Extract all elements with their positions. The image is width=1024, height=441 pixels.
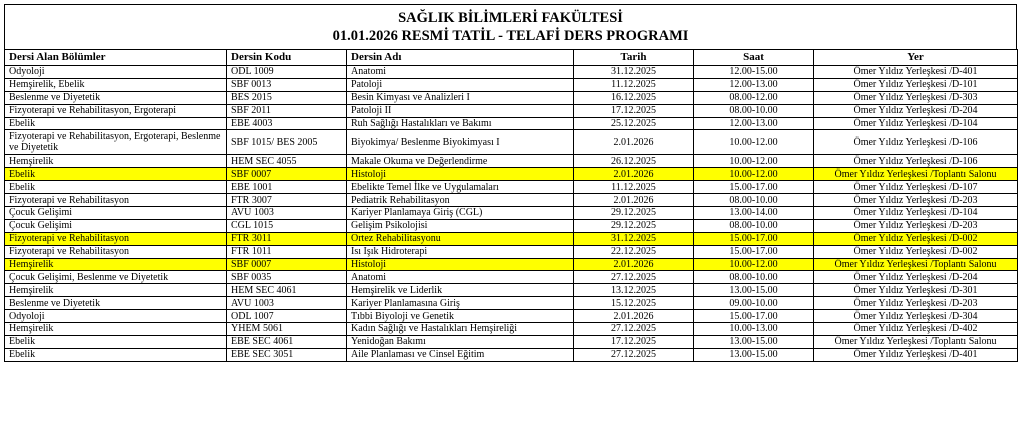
- date-cell: 2.01.2026: [574, 310, 694, 323]
- place-cell: Ömer Yıldız Yerleşkesi /D-106: [814, 130, 1018, 155]
- dept-cell: Hemşirelik: [5, 323, 227, 336]
- course-cell: Ebelikte Temel İlke ve Uygulamaları: [347, 181, 574, 194]
- course-cell: Biyokimya/ Beslenme Biyokimyası I: [347, 130, 574, 155]
- time-cell: 15.00-17.00: [694, 181, 814, 194]
- course-cell: Patoloji II: [347, 104, 574, 117]
- place-cell: Ömer Yıldız Yerleşkesi /Toplantı Salonu: [814, 168, 1018, 181]
- dept-cell: Ebelik: [5, 335, 227, 348]
- time-cell: 10.00-12.00: [694, 155, 814, 168]
- date-cell: 17.12.2025: [574, 104, 694, 117]
- dept-cell: Fizyoterapi ve Rehabilitasyon: [5, 232, 227, 245]
- time-cell: 09.00-10.00: [694, 297, 814, 310]
- header-course-code: Dersin Kodu: [227, 50, 347, 66]
- table-row: [5, 104, 1018, 117]
- time-cell: 12.00-15.00: [694, 66, 814, 79]
- course-cell: Kariyer Planlamaya Giriş (CGL): [347, 207, 574, 220]
- dept-cell: Ebelik: [5, 348, 227, 361]
- place-cell: Ömer Yıldız Yerleşkesi /D-301: [814, 284, 1018, 297]
- code-cell: EBE 1001: [227, 181, 347, 194]
- course-cell: Isı Işık Hidroterapi: [347, 245, 574, 258]
- place-cell: Ömer Yıldız Yerleşkesi /D-107: [814, 181, 1018, 194]
- code-cell: YHEM 5061: [227, 323, 347, 336]
- faculty-title: SAĞLIK BİLİMLERİ FAKÜLTESİ: [398, 10, 623, 26]
- table-row: [5, 284, 1018, 297]
- place-cell: Ömer Yıldız Yerleşkesi /D-104: [814, 207, 1018, 220]
- date-cell: 31.12.2025: [574, 66, 694, 79]
- course-cell: Pediatrik Rehabilitasyon: [347, 194, 574, 207]
- place-cell: Ömer Yıldız Yerleşkesi /D-203: [814, 219, 1018, 232]
- dept-cell: Beslenme ve Diyetetik: [5, 297, 227, 310]
- course-cell: Gelişim Psikolojisi: [347, 219, 574, 232]
- dept-cell: Fizyoterapi ve Rehabilitasyon: [5, 194, 227, 207]
- code-cell: SBF 0013: [227, 78, 347, 91]
- table-row: [5, 181, 1018, 194]
- table-row: [5, 130, 1018, 155]
- table-row: [5, 91, 1018, 104]
- time-cell: 10.00-12.00: [694, 168, 814, 181]
- program-title: 01.01.2026 RESMİ TATİL - TELAFİ DERS PROGRAMI: [332, 28, 689, 44]
- schedule-body: [5, 66, 1018, 362]
- place-cell: Ömer Yıldız Yerleşkesi /D-002: [814, 245, 1018, 258]
- table-row: [5, 219, 1018, 232]
- course-cell: Anatomi: [347, 66, 574, 79]
- place-cell: Ömer Yıldız Yerleşkesi /D-101: [814, 78, 1018, 91]
- time-cell: 10.00-12.00: [694, 130, 814, 155]
- table-row: [5, 117, 1018, 130]
- course-cell: Kariyer Planlamasına Giriş: [347, 297, 574, 310]
- code-cell: BES 2015: [227, 91, 347, 104]
- date-cell: 31.12.2025: [574, 232, 694, 245]
- table-row: [5, 297, 1018, 310]
- course-cell: Hemşirelik ve Liderlik: [347, 284, 574, 297]
- date-cell: 27.12.2025: [574, 348, 694, 361]
- date-cell: 25.12.2025: [574, 117, 694, 130]
- place-cell: Ömer Yıldız Yerleşkesi /D-204: [814, 271, 1018, 284]
- date-cell: 2.01.2026: [574, 258, 694, 271]
- date-cell: 2.01.2026: [574, 168, 694, 181]
- code-cell: EBE SEC 4061: [227, 335, 347, 348]
- dept-cell: Odyoloji: [5, 310, 227, 323]
- course-cell: Aile Planlaması ve Cinsel Eğitim: [347, 348, 574, 361]
- course-cell: Besin Kimyası ve Analizleri I: [347, 91, 574, 104]
- table-row: [5, 245, 1018, 258]
- code-cell: CGL 1015: [227, 219, 347, 232]
- title-box: [4, 4, 1017, 49]
- time-cell: 15.00-17.00: [694, 310, 814, 323]
- header-departments: Dersi Alan Bölümler: [5, 50, 227, 66]
- place-cell: Ömer Yıldız Yerleşkesi /D-203: [814, 194, 1018, 207]
- place-cell: Ömer Yıldız Yerleşkesi /D-203: [814, 297, 1018, 310]
- date-cell: 29.12.2025: [574, 219, 694, 232]
- code-cell: AVU 1003: [227, 297, 347, 310]
- header-course-name: Dersin Adı: [347, 50, 574, 66]
- code-cell: SBF 0007: [227, 258, 347, 271]
- course-cell: Patoloji: [347, 78, 574, 91]
- time-cell: 08.00-10.00: [694, 219, 814, 232]
- code-cell: EBE SEC 3051: [227, 348, 347, 361]
- dept-cell: Fizyoterapi ve Rehabilitasyon: [5, 245, 227, 258]
- code-cell: FTR 3011: [227, 232, 347, 245]
- table-row: [5, 323, 1018, 336]
- time-cell: 08.00-10.00: [694, 194, 814, 207]
- code-cell: HEM SEC 4055: [227, 155, 347, 168]
- date-cell: 11.12.2025: [574, 181, 694, 194]
- date-cell: 26.12.2025: [574, 155, 694, 168]
- table-row: [5, 310, 1018, 323]
- course-cell: Tıbbi Biyoloji ve Genetik: [347, 310, 574, 323]
- table-row: [5, 335, 1018, 348]
- time-cell: 13.00-15.00: [694, 284, 814, 297]
- code-cell: AVU 1003: [227, 207, 347, 220]
- dept-cell: Hemşirelik: [5, 258, 227, 271]
- code-cell: ODL 1009: [227, 66, 347, 79]
- course-cell: Histoloji: [347, 168, 574, 181]
- time-cell: 15.00-17.00: [694, 245, 814, 258]
- date-cell: 22.12.2025: [574, 245, 694, 258]
- course-cell: Anatomi: [347, 271, 574, 284]
- date-cell: 11.12.2025: [574, 78, 694, 91]
- place-cell: Ömer Yıldız Yerleşkesi /D-104: [814, 117, 1018, 130]
- table-row: [5, 348, 1018, 361]
- date-cell: 15.12.2025: [574, 297, 694, 310]
- place-cell: Ömer Yıldız Yerleşkesi /D-106: [814, 155, 1018, 168]
- table-row: [5, 155, 1018, 168]
- header-time: Saat: [694, 50, 814, 66]
- schedule-sheet: [4, 4, 1017, 362]
- time-cell: 12.00-13.00: [694, 78, 814, 91]
- table-row: [5, 78, 1018, 91]
- course-cell: Histoloji: [347, 258, 574, 271]
- date-cell: 2.01.2026: [574, 130, 694, 155]
- place-cell: Ömer Yıldız Yerleşkesi /D-401: [814, 348, 1018, 361]
- place-cell: Ömer Yıldız Yerleşkesi /D-402: [814, 323, 1018, 336]
- dept-cell: Ebelik: [5, 168, 227, 181]
- code-cell: ODL 1007: [227, 310, 347, 323]
- dept-cell: Hemşirelik, Ebelik: [5, 78, 227, 91]
- table-row: [5, 232, 1018, 245]
- date-cell: 29.12.2025: [574, 207, 694, 220]
- place-cell: Ömer Yıldız Yerleşkesi /D-401: [814, 66, 1018, 79]
- dept-cell: Fizyoterapi ve Rehabilitasyon, Ergoterapi, Beslenme ve Diyetetik: [5, 130, 227, 155]
- dept-cell: Hemşirelik: [5, 284, 227, 297]
- code-cell: HEM SEC 4061: [227, 284, 347, 297]
- code-cell: SBF 2011: [227, 104, 347, 117]
- date-cell: 2.01.2026: [574, 194, 694, 207]
- course-cell: Ruh Sağlığı Hastalıkları ve Bakımı: [347, 117, 574, 130]
- header-date: Tarih: [574, 50, 694, 66]
- date-cell: 13.12.2025: [574, 284, 694, 297]
- time-cell: 13.00-15.00: [694, 335, 814, 348]
- table-row: [5, 194, 1018, 207]
- dept-cell: Hemşirelik: [5, 155, 227, 168]
- place-cell: Ömer Yıldız Yerleşkesi /Toplantı Salonu: [814, 258, 1018, 271]
- time-cell: 08.00-10.00: [694, 271, 814, 284]
- dept-cell: Beslenme ve Diyetetik: [5, 91, 227, 104]
- schedule-table: [4, 49, 1018, 362]
- date-cell: 27.12.2025: [574, 271, 694, 284]
- table-header-row: [5, 50, 1018, 66]
- code-cell: FTR 3007: [227, 194, 347, 207]
- dept-cell: Çocuk Gelişimi, Beslenme ve Diyetetik: [5, 271, 227, 284]
- time-cell: 08.00-10.00: [694, 104, 814, 117]
- time-cell: 15.00-17.00: [694, 232, 814, 245]
- header-place: Yer: [814, 50, 1018, 66]
- course-cell: Yenidoğan Bakımı: [347, 335, 574, 348]
- date-cell: 16.12.2025: [574, 91, 694, 104]
- place-cell: Ömer Yıldız Yerleşkesi /Toplantı Salonu: [814, 335, 1018, 348]
- place-cell: Ömer Yıldız Yerleşkesi /D-204: [814, 104, 1018, 117]
- table-row: [5, 168, 1018, 181]
- course-cell: Ortez Rehabilitasyonu: [347, 232, 574, 245]
- code-cell: SBF 1015/ BES 2005: [227, 130, 347, 155]
- dept-cell: Çocuk Gelişimi: [5, 219, 227, 232]
- date-cell: 17.12.2025: [574, 335, 694, 348]
- code-cell: SBF 0007: [227, 168, 347, 181]
- table-row: [5, 258, 1018, 271]
- time-cell: 13.00-15.00: [694, 348, 814, 361]
- code-cell: SBF 0035: [227, 271, 347, 284]
- dept-cell: Odyoloji: [5, 66, 227, 79]
- table-row: [5, 66, 1018, 79]
- place-cell: Ömer Yıldız Yerleşkesi /D-303: [814, 91, 1018, 104]
- code-cell: FTR 1011: [227, 245, 347, 258]
- time-cell: 13.00-14.00: [694, 207, 814, 220]
- table-row: [5, 271, 1018, 284]
- time-cell: 10.00-13.00: [694, 323, 814, 336]
- place-cell: Ömer Yıldız Yerleşkesi /D-002: [814, 232, 1018, 245]
- date-cell: 27.12.2025: [574, 323, 694, 336]
- course-cell: Kadın Sağlığı ve Hastalıkları Hemşireliği: [347, 323, 574, 336]
- place-cell: Ömer Yıldız Yerleşkesi /D-304: [814, 310, 1018, 323]
- dept-cell: Ebelik: [5, 117, 227, 130]
- table-row: [5, 207, 1018, 220]
- dept-cell: Fizyoterapi ve Rehabilitasyon, Ergoterapi: [5, 104, 227, 117]
- time-cell: 08.00-12.00: [694, 91, 814, 104]
- dept-cell: Çocuk Gelişimi: [5, 207, 227, 220]
- course-cell: Makale Okuma ve Değerlendirme: [347, 155, 574, 168]
- code-cell: EBE 4003: [227, 117, 347, 130]
- dept-cell: Ebelik: [5, 181, 227, 194]
- time-cell: 10.00-12.00: [694, 258, 814, 271]
- time-cell: 12.00-13.00: [694, 117, 814, 130]
